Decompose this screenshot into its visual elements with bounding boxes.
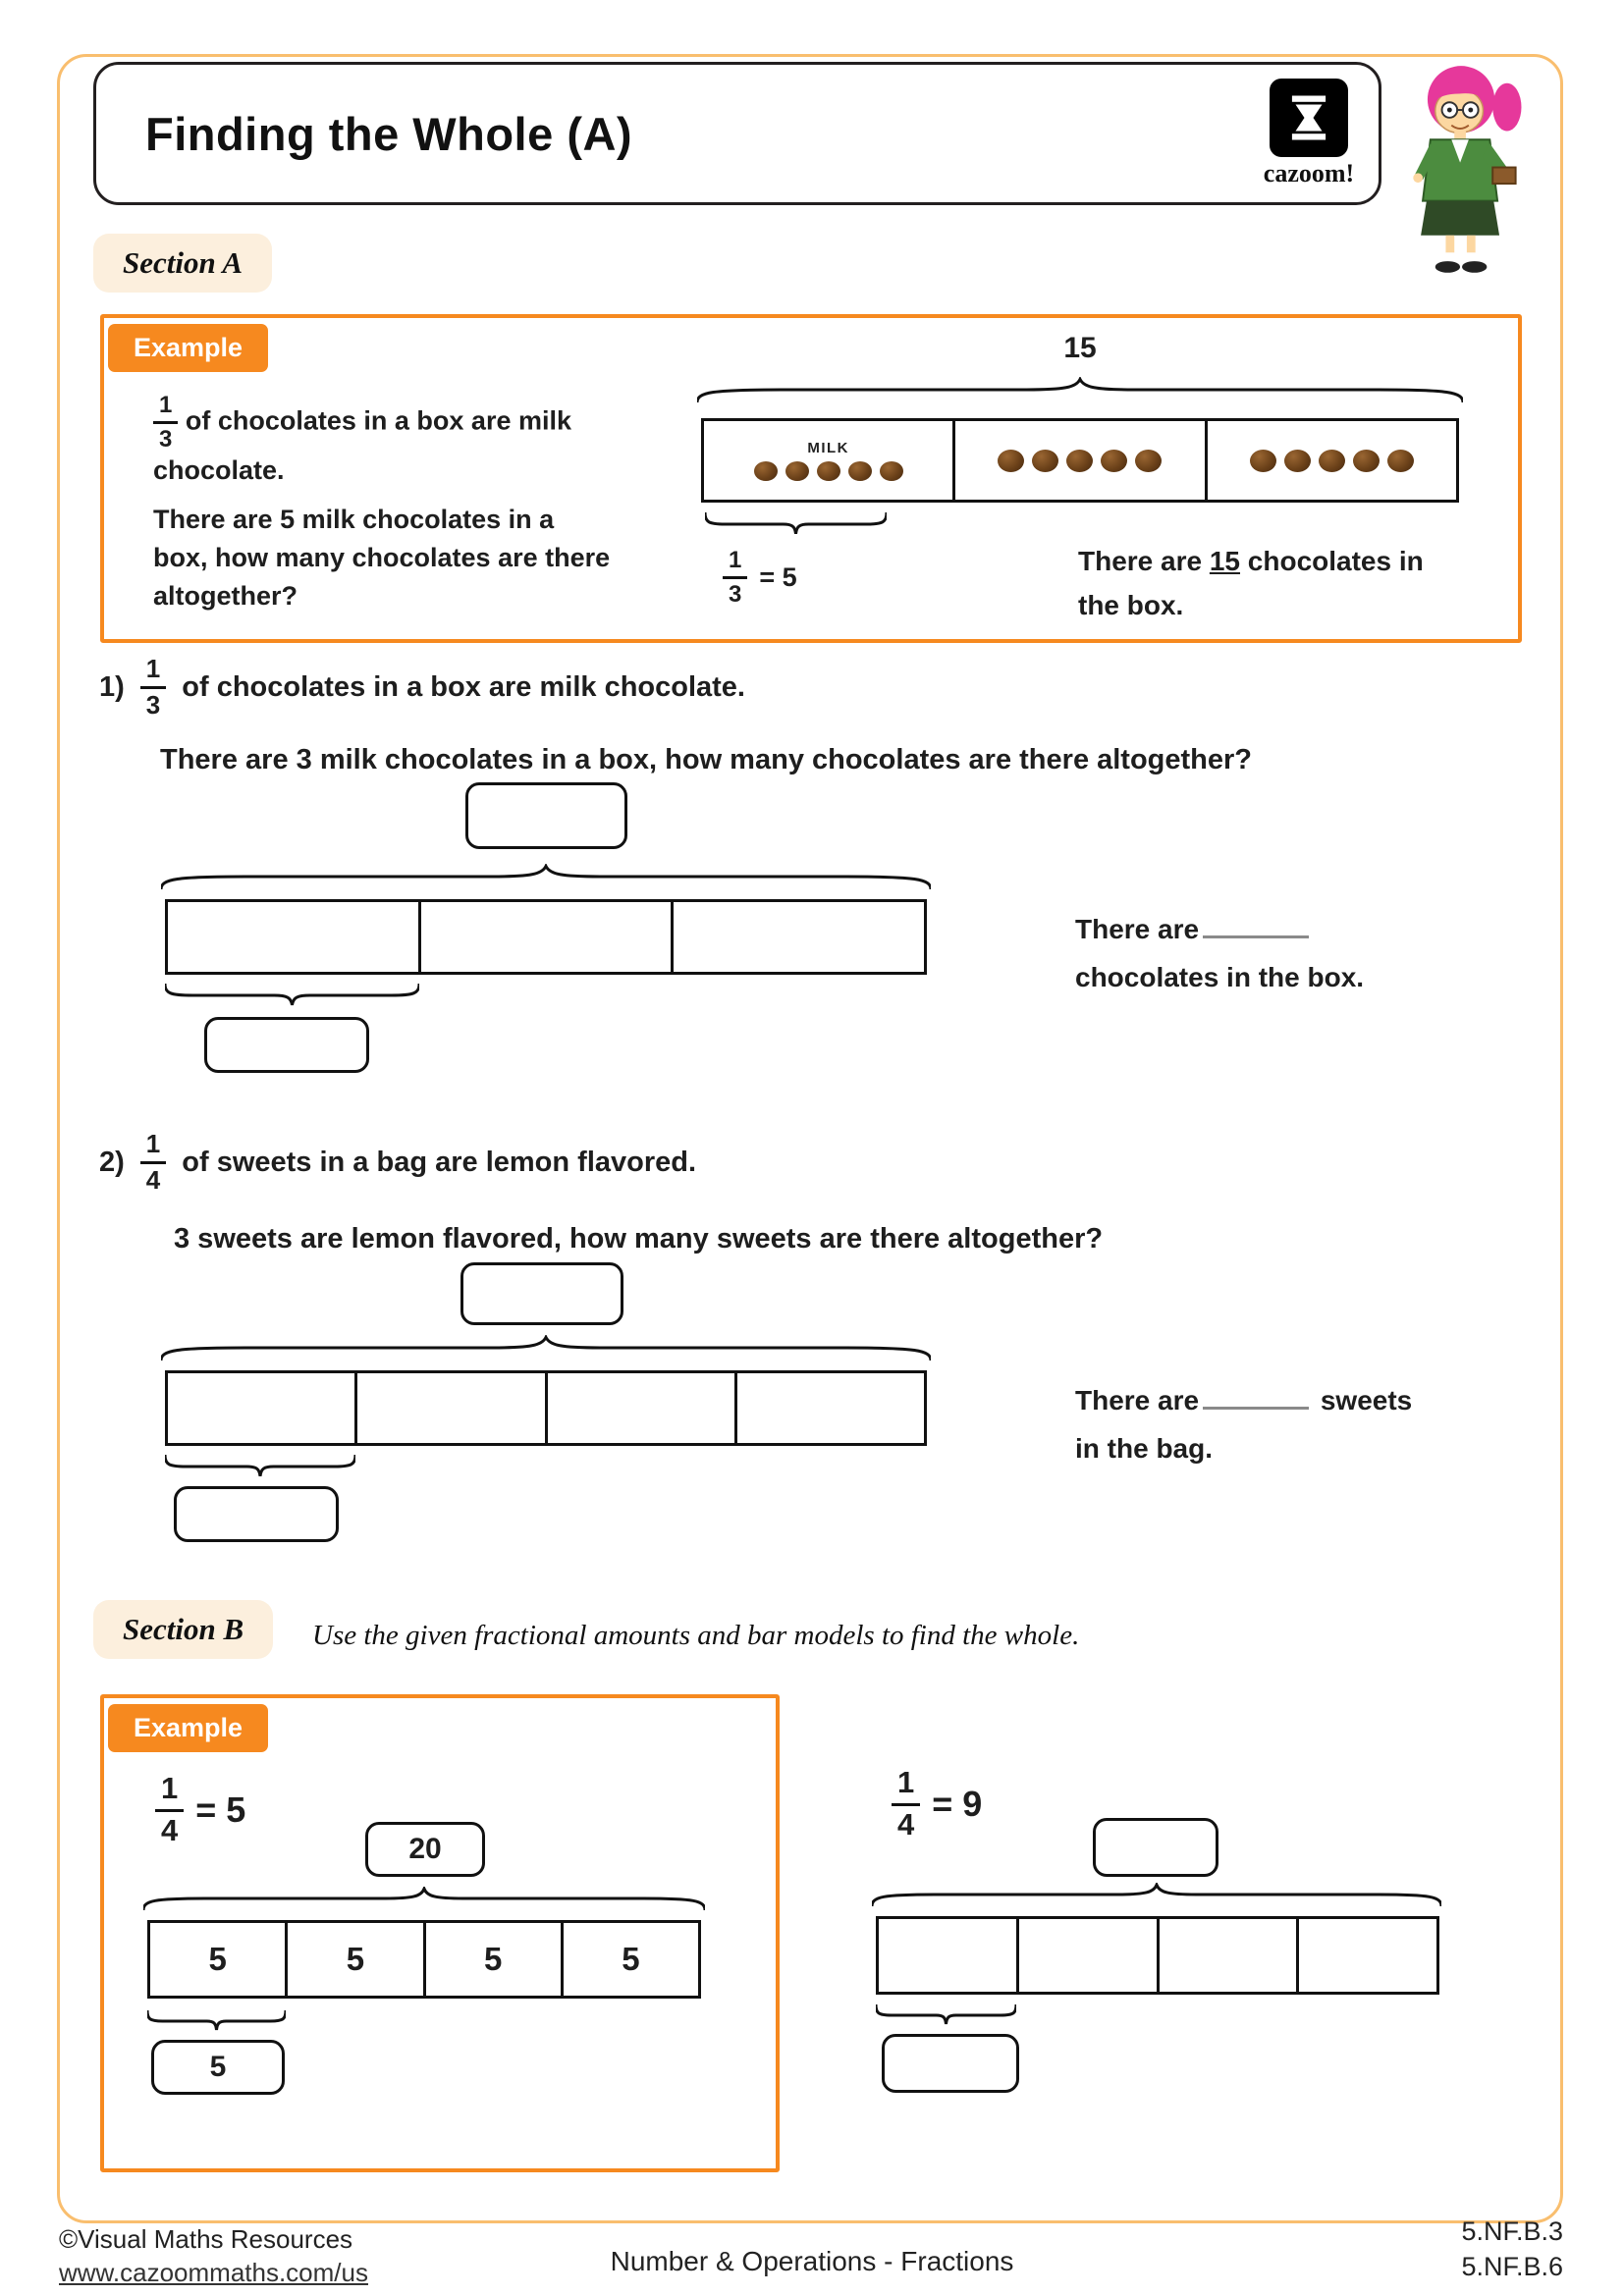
example-b-whole-box xyxy=(365,1822,485,1877)
curly-brace-up-icon xyxy=(161,864,931,889)
footer-standard-1: 5.NF.B.3 xyxy=(1461,2216,1563,2246)
section-a-label: Section A xyxy=(93,234,272,293)
bar-cell xyxy=(952,421,1204,500)
footer-copyright: ©Visual Maths Resources xyxy=(59,2224,353,2254)
chocolate-icon xyxy=(817,461,840,481)
cazoom-logo xyxy=(1255,79,1363,188)
equation-rhs: = 9 xyxy=(932,1783,983,1824)
fraction-one-quarter: $\frac{1}{4}$ xyxy=(892,1767,920,1841)
bar-cell[interactable] xyxy=(1296,1919,1436,1992)
bar-cell: 5 xyxy=(561,1923,698,1996)
curly-brace-down-icon xyxy=(147,2010,286,2032)
total-label: 15 xyxy=(1063,332,1097,364)
whole-value: 20 xyxy=(408,1833,442,1865)
curly-brace-down-icon xyxy=(165,1455,355,1478)
curly-brace-up-icon xyxy=(697,377,1463,402)
cazoom-logo-icon xyxy=(1270,79,1348,157)
question-number: 1) xyxy=(99,670,125,703)
footer-standard-2: 5.NF.B.6 xyxy=(1461,2252,1563,2281)
chocolate-icon xyxy=(1387,450,1414,472)
fraction-one-third: $\frac{1}{3}$ xyxy=(723,548,747,607)
bar-cell[interactable] xyxy=(418,902,672,972)
answer-blank[interactable] xyxy=(1203,915,1309,938)
bar-cell: 5 xyxy=(423,1923,561,1996)
problem-bar-model xyxy=(876,1916,1439,1995)
teacher-illustration xyxy=(1386,54,1540,282)
part-value: 5 xyxy=(209,2051,227,2083)
chocolate-icon xyxy=(1135,450,1162,472)
equation-rhs: = 5 xyxy=(759,561,797,592)
question-number: 2) xyxy=(99,1146,125,1178)
example-b-bar-model xyxy=(147,1920,701,1999)
question-2-text: 3 sweets are lemon flavored, how many sweets are there altogether? xyxy=(174,1223,1104,1255)
q2-part-answer-box[interactable] xyxy=(174,1486,339,1542)
chocolate-icon xyxy=(1250,450,1276,472)
q2-whole-answer-box[interactable] xyxy=(460,1262,623,1325)
example-badge-b: Example xyxy=(108,1704,268,1752)
title-box xyxy=(93,62,1381,205)
chocolate-icon xyxy=(1066,450,1093,472)
chocolate-row xyxy=(754,461,903,481)
chocolate-icon xyxy=(1353,450,1380,472)
chocolate-icon xyxy=(785,461,809,481)
bar-cell[interactable] xyxy=(168,1373,354,1443)
q1-answer-sentence: There are chocolates in the box. xyxy=(1075,914,1365,992)
example-equation xyxy=(723,548,797,607)
q1-bar-model xyxy=(165,899,927,975)
bar-cell: 5 xyxy=(285,1923,422,1996)
page-title: Finding the Whole (A) xyxy=(145,107,633,160)
fraction-one-quarter: $\frac{1}{4}$ xyxy=(155,1773,184,1846)
q1-whole-answer-box[interactable] xyxy=(465,782,627,849)
section-b-label: Section B xyxy=(93,1600,273,1659)
q2-answer-sentence: There are sweets in the bag. xyxy=(1075,1385,1413,1464)
example-badge-a: Example xyxy=(108,324,268,372)
problem-equation xyxy=(892,1767,982,1841)
curly-brace-up-icon xyxy=(143,1887,705,1910)
curly-brace-down-icon xyxy=(165,984,419,1007)
equation-rhs: = 5 xyxy=(195,1789,246,1830)
chocolate-icon xyxy=(998,450,1024,472)
bar-cell[interactable] xyxy=(545,1373,734,1443)
chocolate-icon xyxy=(880,461,903,481)
bar-cell xyxy=(1205,421,1456,500)
bar-cell[interactable] xyxy=(734,1373,924,1443)
fraction-one-third: $\frac{1}{3}$ xyxy=(153,393,178,452)
question-2-heading: 2) $\frac{1}{4}$ of sweets in a bag are lemon flavored. xyxy=(99,1129,697,1196)
bar-cell[interactable] xyxy=(168,902,418,972)
example-intro xyxy=(153,393,615,491)
chocolate-icon xyxy=(754,461,778,481)
question-1-text: There are 3 milk chocolates in a box, how many chocolates are there altogether? xyxy=(160,744,1253,775)
example-b-equation xyxy=(155,1773,245,1846)
footer-url-link[interactable]: www.cazoommaths.com/us xyxy=(59,2258,368,2287)
q2-bar-model xyxy=(165,1370,927,1446)
bar-cell-milk xyxy=(704,421,952,500)
answer-value: 15 xyxy=(1209,546,1241,576)
example-question: There are 5 milk chocolates in a box, how many chocolates are there altogether? xyxy=(153,505,611,612)
curly-brace-up-icon xyxy=(872,1883,1441,1906)
section-a-example xyxy=(100,314,1522,643)
bar-cell[interactable] xyxy=(354,1373,544,1443)
section-b-instruction: Use the given fractional amounts and bar models to find the whole. xyxy=(312,1620,1080,1651)
chocolate-row xyxy=(1250,450,1414,472)
chocolate-icon xyxy=(1101,450,1127,472)
example-b-part-box xyxy=(151,2040,285,2095)
curly-brace-up-icon xyxy=(161,1335,931,1361)
example-answer: There are 15 chocolates in the box. xyxy=(1078,546,1424,620)
milk-label: MILK xyxy=(807,440,849,456)
bar-cell: 5 xyxy=(208,1941,227,1977)
curly-brace-down-icon xyxy=(705,512,887,536)
section-b-example xyxy=(100,1694,780,2172)
chocolate-icon xyxy=(1319,450,1345,472)
bar-cell[interactable] xyxy=(671,902,924,972)
example-intro-text: of chocolates in a box are milk chocolate. xyxy=(153,405,571,486)
fraction-one-third: $\frac{1}{3}$ xyxy=(140,656,166,720)
problem-whole-answer-box[interactable] xyxy=(1093,1818,1218,1877)
curly-brace-down-icon xyxy=(876,2004,1016,2026)
chocolate-icon xyxy=(1032,450,1058,472)
footer-topic: Number & Operations - Fractions xyxy=(610,2246,1014,2276)
cazoom-logo-text: cazoom! xyxy=(1263,159,1355,187)
chocolate-icon xyxy=(848,461,872,481)
bar-cell[interactable] xyxy=(1157,1919,1297,1992)
chocolate-icon xyxy=(1284,450,1311,472)
fraction-one-quarter: $\frac{1}{4}$ xyxy=(140,1131,166,1195)
chocolate-row xyxy=(998,450,1162,472)
problem-part-answer-box[interactable] xyxy=(882,2034,1019,2093)
answer-blank[interactable] xyxy=(1203,1386,1309,1410)
example-bar-model xyxy=(701,418,1459,503)
bar-cell[interactable] xyxy=(1016,1919,1157,1992)
bar-cell[interactable] xyxy=(879,1919,1016,1992)
question-1-heading: 1) $\frac{1}{3}$ of chocolates in a box are milk chocolate. xyxy=(99,654,745,721)
q1-part-answer-box[interactable] xyxy=(204,1017,369,1073)
